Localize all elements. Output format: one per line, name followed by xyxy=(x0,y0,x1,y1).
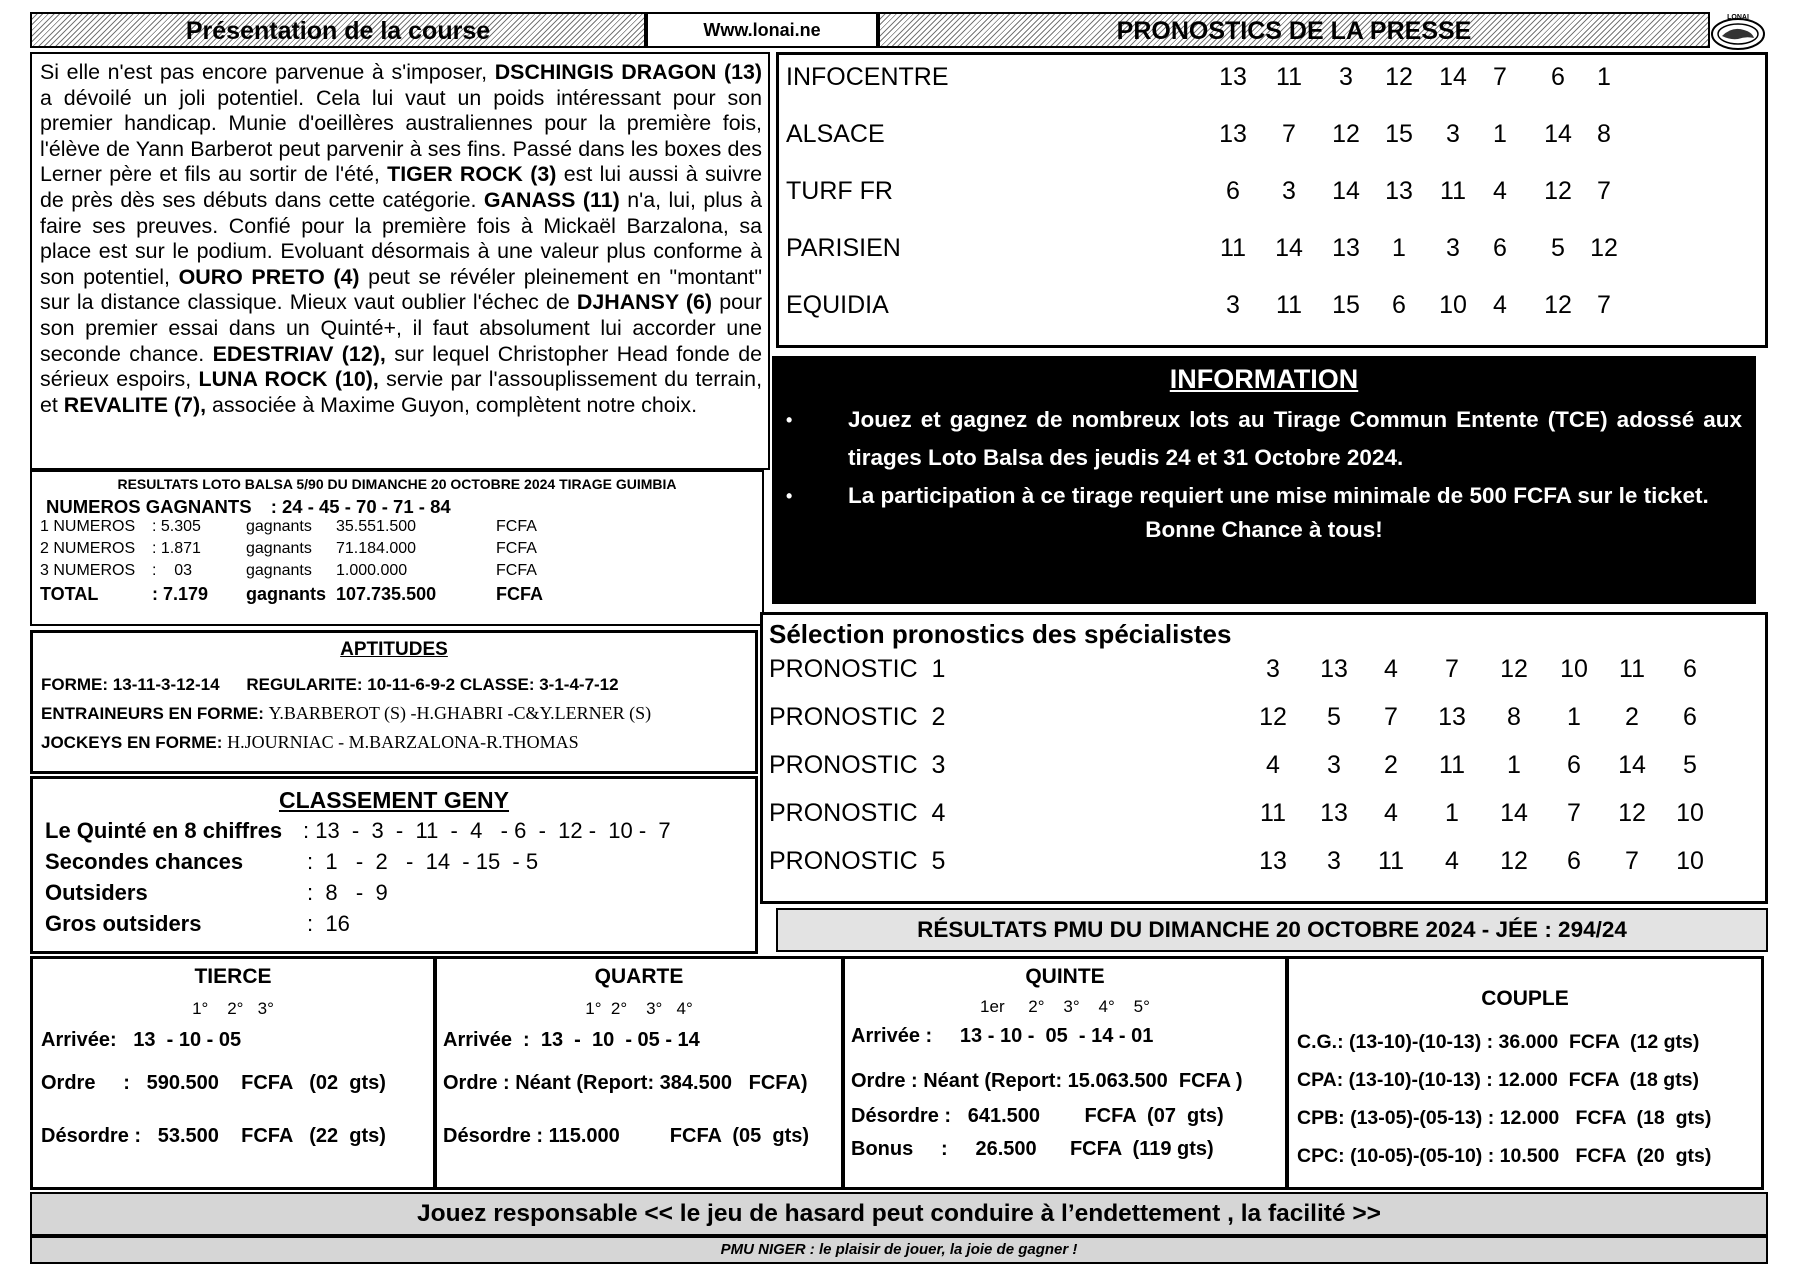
bullet-icon: • xyxy=(786,410,793,430)
specialist-number: 14 xyxy=(1618,751,1646,779)
press-source-name: ALSACE xyxy=(786,120,885,148)
press-number: 12 xyxy=(1544,177,1572,205)
loto-word: gagnants xyxy=(246,584,327,604)
geny-label: Gros outsiders xyxy=(45,911,202,936)
quinte-ordre: Ordre : Néant (Report: 15.063.500 FCFA ) xyxy=(851,1070,1243,1092)
loto-amount: 1.000.000 xyxy=(336,562,408,579)
press-number: 7 xyxy=(1597,177,1611,205)
press-number: 3 xyxy=(1446,120,1460,148)
loto-amount: 107.735.500 xyxy=(336,584,437,604)
specialist-number: 12 xyxy=(1500,655,1528,683)
press-number: 12 xyxy=(1332,120,1360,148)
geny-label: Secondes chances xyxy=(45,849,244,874)
press-number: 11 xyxy=(1220,234,1246,262)
horse-name: DSCHINGIS DRAGON (13) xyxy=(494,60,763,84)
press-number: 10 xyxy=(1439,291,1467,319)
slogan-banner: PMU NIGER : le plaisir de jouer, la joie de gagner ! xyxy=(30,1236,1768,1264)
press-number: 14 xyxy=(1332,177,1360,205)
specialist-number: 6 xyxy=(1683,703,1697,731)
tierce-arrivee: Arrivée: 13 - 10 - 05 xyxy=(41,1029,242,1051)
geny-box xyxy=(30,776,758,954)
pronostic-label: PRONOSTIC 1 xyxy=(769,655,946,683)
header-left-band xyxy=(30,12,646,48)
specialists-title: Sélection pronostics des spécialistes xyxy=(769,619,1232,649)
presentation-segment: servie par l'assouplissement du terrain, et xyxy=(40,367,763,417)
aptitudes-line-1: FORME: 13-11-3-12-14 REGULARITE: 10-11-6-9-2 CLASSE: 3-1-4-7-12 xyxy=(41,675,619,694)
specialist-number: 4 xyxy=(1384,655,1398,683)
loto-word: gagnants xyxy=(246,518,312,535)
geny-row xyxy=(45,849,743,880)
horse-name: LUNA ROCK (10), xyxy=(198,367,379,392)
loto-cur: FCFA xyxy=(496,540,537,557)
loto-word: gagnants xyxy=(246,562,312,579)
presentation-segment: Si elle n'est pas encore parvenue à s'imposer, xyxy=(40,60,495,84)
horse-name: TIGER ROCK (3) xyxy=(387,162,557,187)
presentation-text xyxy=(40,60,762,418)
information-title: INFORMATION xyxy=(1169,364,1359,394)
specialist-number: 12 xyxy=(1618,799,1646,827)
press-source-name: PARISIEN xyxy=(786,234,901,262)
press-row xyxy=(779,291,1765,331)
press-source-name: INFOCENTRE xyxy=(786,63,949,91)
loto-title: RESULTATS LOTO BALSA 5/90 DU DIMANCHE 20 OCTOBRE 2024 TIRAGE GUIMBIA xyxy=(117,476,677,492)
press-row xyxy=(779,120,1765,160)
loto-rows xyxy=(40,518,754,606)
specialist-number: 2 xyxy=(1625,703,1639,731)
presentation-title: Présentation de la course xyxy=(185,17,491,45)
information-bullet-1: • Jouez et gagnez de nombreux lots au Tirage Commun Entente (TCE) adossé aux tirages Loto Balsa des jeudis 24 et 31 Octobre 2024. xyxy=(786,401,1742,477)
specialist-row xyxy=(763,799,1765,835)
presentation-segment: sur lequel Christopher Head fonde de sérieux espoirs, xyxy=(40,341,762,392)
specialist-number: 1 xyxy=(1507,751,1521,779)
loto-count: : 7.179 xyxy=(152,584,209,604)
press-row xyxy=(779,234,1765,274)
specialist-number: 14 xyxy=(1500,799,1528,827)
specialist-row xyxy=(763,751,1765,787)
specialist-number: 4 xyxy=(1266,751,1280,779)
specialist-number: 13 xyxy=(1320,655,1348,683)
press-number: 8 xyxy=(1597,120,1611,148)
tierce-places: 1° 2° 3° xyxy=(192,999,274,1018)
press-number: 3 xyxy=(1282,177,1296,205)
geny-value: : 16 xyxy=(307,911,350,936)
loto-amount: 35.551.500 xyxy=(336,518,417,535)
pmu-results-banner: RÉSULTATS PMU DU DIMANCHE 20 OCTOBRE 2024 - JÉE : 294/24 xyxy=(776,908,1768,952)
aptitudes-line-2: ENTRAINEURS EN FORME: Y.BARBEROT (S) -H.GHABRI -C&Y.LERNER (S) xyxy=(41,703,652,723)
loto-row xyxy=(40,540,754,562)
press-source-name: EQUIDIA xyxy=(786,291,889,319)
information-closing: Bonne Chance à tous! xyxy=(1145,517,1383,542)
press-number: 12 xyxy=(1544,291,1572,319)
specialist-number: 10 xyxy=(1676,847,1704,875)
press-number: 11 xyxy=(1440,177,1466,205)
tierce-desordre: Désordre : 53.500 FCFA (22 gts) xyxy=(41,1125,386,1147)
specialist-number: 3 xyxy=(1327,751,1341,779)
horse-logo-icon xyxy=(1708,12,1768,52)
press-number: 7 xyxy=(1493,63,1507,91)
specialist-number: 12 xyxy=(1259,703,1287,731)
specialist-number: 4 xyxy=(1384,799,1398,827)
press-number: 4 xyxy=(1493,177,1507,205)
couple-row: CPC: (10-05)-(05-10) : 10.500 FCFA (20 gts) xyxy=(1297,1145,1712,1167)
quinte-bonus: Bonus : 26.500 FCFA (119 gts) xyxy=(851,1138,1214,1160)
specialist-number: 10 xyxy=(1676,799,1704,827)
specialist-number: 7 xyxy=(1567,799,1581,827)
specialist-number: 6 xyxy=(1567,751,1581,779)
aptitudes-line-3: JOCKEYS EN FORME: H.JOURNIAC - M.BARZALONA-R.THOMAS xyxy=(41,732,579,752)
press-number: 13 xyxy=(1219,120,1247,148)
quarte-ordre: Ordre : Néant (Report: 384.500 FCFA) xyxy=(443,1072,808,1094)
pronostic-label: PRONOSTIC 3 xyxy=(769,751,946,779)
geny-label: Outsiders xyxy=(45,880,148,905)
quarte-box xyxy=(434,956,844,1190)
specialist-number: 8 xyxy=(1507,703,1521,731)
loto-row xyxy=(40,518,754,540)
quinte-places: 1er 2° 3° 4° 5° xyxy=(980,997,1150,1016)
website-link[interactable]: Www.lonai.ne xyxy=(646,12,878,48)
quarte-title: QUARTE xyxy=(594,965,684,988)
couple-row: CPB: (13-05)-(05-13) : 12.000 FCFA (18 gts) xyxy=(1297,1107,1712,1129)
specialist-number: 11 xyxy=(1260,799,1286,827)
quinte-desordre: Désordre : 641.500 FCFA (07 gts) xyxy=(851,1105,1224,1127)
specialist-number: 5 xyxy=(1327,703,1341,731)
press-number: 4 xyxy=(1493,291,1507,319)
geny-value: : 8 - 9 xyxy=(307,880,388,905)
loto-label: 3 NUMEROS xyxy=(40,562,136,579)
loto-label: 1 NUMEROS xyxy=(40,518,136,535)
loto-cur: FCFA xyxy=(496,562,537,579)
geny-title: CLASSEMENT GENY xyxy=(278,787,510,813)
geny-row xyxy=(45,818,743,849)
press-pronostics-box xyxy=(776,52,1768,348)
couple-title: COUPLE xyxy=(1481,987,1569,1010)
couple-row: C.G.: (13-10)-(10-13) : 36.000 FCFA (12 gts) xyxy=(1297,1031,1700,1053)
press-number: 6 xyxy=(1392,291,1406,319)
press-number: 7 xyxy=(1597,291,1611,319)
press-source-name: TURF FR xyxy=(786,177,893,205)
press-number: 1 xyxy=(1493,120,1507,148)
press-number: 1 xyxy=(1597,63,1611,91)
specialist-number: 1 xyxy=(1445,799,1459,827)
specialist-number: 3 xyxy=(1327,847,1341,875)
horse-name: EDESTRIAV (12), xyxy=(212,341,386,366)
press-number: 1 xyxy=(1392,234,1406,262)
loto-word: gagnants xyxy=(246,540,312,557)
press-number: 14 xyxy=(1439,63,1467,91)
press-number: 14 xyxy=(1275,234,1303,262)
specialist-number: 13 xyxy=(1320,799,1348,827)
press-number: 3 xyxy=(1446,234,1460,262)
geny-label: Le Quinté en 8 chiffres xyxy=(45,818,283,843)
specialist-number: 13 xyxy=(1438,703,1466,731)
loto-results-box xyxy=(30,470,764,626)
press-number: 5 xyxy=(1551,234,1565,262)
specialist-number: 6 xyxy=(1567,847,1581,875)
specialist-row xyxy=(763,847,1765,883)
quinte-box xyxy=(842,956,1288,1190)
loto-row xyxy=(40,562,754,584)
press-number: 6 xyxy=(1493,234,1507,262)
press-number: 13 xyxy=(1332,234,1360,262)
press-number: 13 xyxy=(1385,177,1413,205)
specialist-number: 3 xyxy=(1266,655,1280,683)
press-number: 14 xyxy=(1544,120,1572,148)
press-number: 3 xyxy=(1339,63,1353,91)
specialist-row xyxy=(763,703,1765,739)
specialist-number: 1 xyxy=(1567,703,1581,731)
horse-name: OURO PRETO (4) xyxy=(178,264,360,289)
aptitudes-title: APTITUDES xyxy=(340,639,448,660)
lonai-logo xyxy=(1708,12,1768,52)
geny-row xyxy=(45,880,743,911)
presentation-box xyxy=(30,52,770,470)
horse-name: REVALITE (7), xyxy=(63,392,207,417)
information-box xyxy=(772,356,1756,604)
press-number: 11 xyxy=(1276,291,1302,319)
presentation-segment: est lui aussi à suivre de près dès ses débuts dans cette catégorie. xyxy=(40,162,763,212)
quarte-places: 1° 2° 3° 4° xyxy=(585,999,693,1018)
press-number: 13 xyxy=(1219,63,1247,91)
loto-label: TOTAL xyxy=(40,584,99,604)
pronostic-label: PRONOSTIC 2 xyxy=(769,703,946,731)
specialist-number: 6 xyxy=(1683,655,1697,683)
press-number: 15 xyxy=(1385,120,1413,148)
loto-cur: FCFA xyxy=(496,518,537,535)
loto-winning-label: NUMEROS GAGNANTS xyxy=(46,496,252,517)
specialist-number: 7 xyxy=(1384,703,1398,731)
press-title: PRONOSTICS DE LA PRESSE xyxy=(1116,17,1472,45)
loto-cur: FCFA xyxy=(496,584,543,604)
press-number: 3 xyxy=(1226,291,1240,319)
press-number: 6 xyxy=(1551,63,1565,91)
quarte-arrivee: Arrivée : 13 - 10 - 05 - 14 xyxy=(443,1029,700,1051)
specialist-number: 12 xyxy=(1500,847,1528,875)
horse-name: DJHANSY (6) xyxy=(576,290,713,315)
couple-box xyxy=(1286,956,1764,1190)
press-row xyxy=(779,63,1765,103)
press-number: 7 xyxy=(1282,120,1296,148)
loto-winning-numbers: : 24 - 45 - 70 - 71 - 84 xyxy=(270,496,451,517)
quinte-arrivee: Arrivée : 13 - 10 - 05 - 14 - 01 xyxy=(851,1025,1154,1047)
pronostic-label: PRONOSTIC 4 xyxy=(769,799,946,827)
presentation-segment: n'a, lui, plus à faire ses preuves. Confié pour la première fois à Mickaël Barzalona, sa place est sur le podium. Evoluant désormais à une valeur plus conforme à son potentiel, xyxy=(40,187,762,289)
geny-value: : 1 - 2 - 14 - 15 - 5 xyxy=(307,849,539,874)
specialist-number: 2 xyxy=(1384,751,1398,779)
header-right-band xyxy=(878,12,1710,48)
responsible-banner: Jouez responsable << le jeu de hasard peut conduire à l’endettement , la facilité >> xyxy=(30,1192,1768,1236)
press-number: 11 xyxy=(1276,63,1302,91)
specialist-number: 7 xyxy=(1445,655,1459,683)
specialist-number: 7 xyxy=(1625,847,1639,875)
couple-row: CPA: (13-10)-(10-13) : 12.000 FCFA (18 gts) xyxy=(1297,1069,1700,1091)
tierce-ordre: Ordre : 590.500 FCFA (02 gts) xyxy=(41,1072,386,1094)
specialist-number: 10 xyxy=(1560,655,1588,683)
presentation-segment: peut se révéler pleinement en "montant" sur la distance classique. Mieux vaut oublier l'échec de xyxy=(40,264,762,315)
loto-total-row xyxy=(40,584,754,606)
aptitudes-box xyxy=(30,630,758,774)
loto-count: : 5.305 xyxy=(152,518,201,535)
press-number: 12 xyxy=(1590,234,1618,262)
specialist-number: 13 xyxy=(1259,847,1287,875)
svg-text:LONAI: LONAI xyxy=(1727,14,1749,21)
specialist-row xyxy=(763,655,1765,691)
bullet-icon: • xyxy=(786,486,793,506)
tierce-title: TIERCE xyxy=(194,965,272,988)
geny-value: : 13 - 3 - 11 - 4 - 6 - 12 - 10 - 7 xyxy=(303,818,671,843)
presentation-segment: associée à Maxime Guyon, complètent notre choix. xyxy=(206,392,698,417)
information-bullet-2: • La participation à ce tirage requiert une mise minimale de 500 FCFA sur le ticket. xyxy=(786,477,1742,515)
geny-row xyxy=(45,911,743,942)
press-number: 6 xyxy=(1226,177,1240,205)
specialist-number: 11 xyxy=(1439,751,1465,779)
quarte-desordre: Désordre : 115.000 FCFA (05 gts) xyxy=(443,1125,810,1147)
specialist-number: 11 xyxy=(1378,847,1404,875)
horse-name: GANASS (11) xyxy=(483,187,620,212)
press-number: 12 xyxy=(1385,63,1413,91)
presentation-segment: pour son premier essai dans un Quinté+, il faut absolument lui accorder une seconde chance. xyxy=(40,290,763,366)
press-number: 15 xyxy=(1332,291,1360,319)
quinte-title: QUINTE xyxy=(1025,965,1105,988)
specialist-number: 11 xyxy=(1619,655,1645,683)
loto-label: 2 NUMEROS xyxy=(40,540,136,557)
specialists-box xyxy=(760,612,1768,904)
specialist-number: 5 xyxy=(1683,751,1697,779)
tierce-box xyxy=(30,956,436,1190)
presentation-segment: a dévoilé un joli potentiel. Cela lui vaut un poids intéressant pour son premier handicap. Munie d'oeillères australiennes pour la première fois, l'élève de Yann Barberot peut parvenir à ses fins. Passé dans les boxes des Lerner père et fils au sortir de l'été, xyxy=(40,85,762,187)
loto-winning-row xyxy=(46,496,754,518)
loto-amount: 71.184.000 xyxy=(336,540,417,557)
pronostic-label: PRONOSTIC 5 xyxy=(769,847,946,875)
specialist-number: 4 xyxy=(1445,847,1459,875)
loto-count: : 1.871 xyxy=(152,540,201,557)
loto-count: : 03 xyxy=(152,562,193,579)
press-row xyxy=(779,177,1765,217)
